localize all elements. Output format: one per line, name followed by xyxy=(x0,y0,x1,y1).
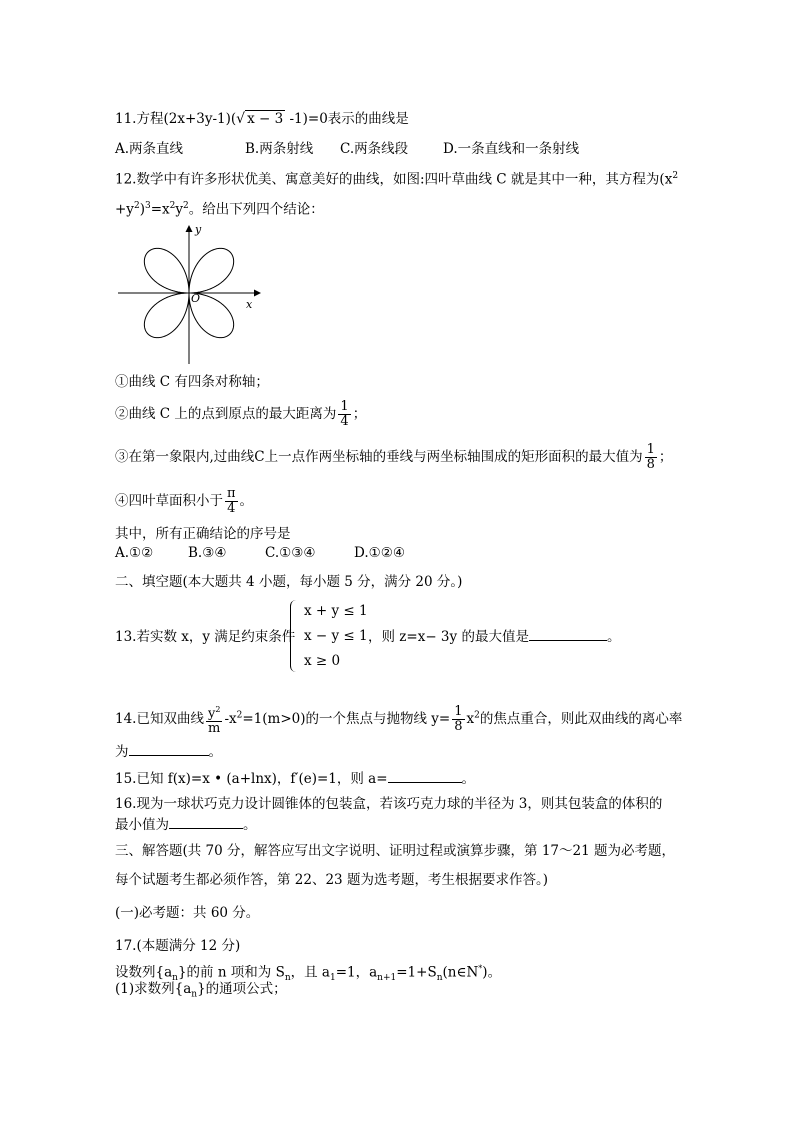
q17-d: =1，a xyxy=(335,964,378,981)
q11-option-b: B.两条射线 xyxy=(245,141,314,157)
q14-line2-text: 为 xyxy=(115,744,129,760)
q12-stem-line2 xyxy=(115,197,324,219)
answer-blank xyxy=(388,770,462,783)
q17-part1-sub: n xyxy=(191,989,198,1000)
section-3-line1: 三、解答题(共 70 分，解答应写出文字说明、证明过程或演算步骤，第 17～21 题为必考题， xyxy=(115,843,675,859)
q17-f: (n∈N xyxy=(442,964,479,981)
q13-constraint-2: x − y ≤ 1 xyxy=(304,628,368,644)
q17-part1-a: (1)求数列{a xyxy=(115,981,192,997)
q12-option-c: C.①③④ xyxy=(265,545,316,561)
q12-l2-a: +y xyxy=(115,201,134,218)
q12-c4-end: 。 xyxy=(239,493,254,509)
section-3-line2: 每个试题考生都必须作答，第 22、23 题为选考题，考生根据要求作答。) xyxy=(115,872,548,888)
q16-line2 xyxy=(115,816,257,834)
q13-stem-b-text: ，则 z=x− 3y 的最大值是 xyxy=(368,629,529,645)
q12-ask: 其中，所有正确结论的序号是 xyxy=(115,526,291,542)
q15-end: 。 xyxy=(461,771,476,787)
q17-part1-b: }的通项公式； xyxy=(197,981,287,997)
q12-option-a: A.①② xyxy=(115,545,154,561)
q12-c3-end: ； xyxy=(658,449,673,465)
q12-c2-text: ②曲线 C 上的点到原点的最大距离为 xyxy=(115,406,337,422)
q17-sub-e: n xyxy=(436,973,443,984)
fraction xyxy=(645,443,657,472)
frac-den: 8 xyxy=(454,719,463,735)
q11-stem xyxy=(115,110,409,128)
q11-option-a: A.两条直线 xyxy=(115,141,184,157)
q12-option-b: B.③④ xyxy=(188,545,227,561)
q12-conclusion-2 xyxy=(115,400,366,429)
frac-num: 1 xyxy=(646,442,655,457)
q14-end: 。 xyxy=(208,744,222,760)
q12-c3-text: ③在第一象限内,过曲线C上一点作两坐标轴的垂线与两坐标轴围成的矩形面积的最大值为 xyxy=(115,449,643,465)
q12-l2-sup-a: 2 xyxy=(133,201,140,211)
q17-part1 xyxy=(115,980,287,1004)
q16-line1: 16.现为一球状巧克力设计圆锥体的包装盒，若该巧克力球的半径为 3，则其包装盒的体积的 xyxy=(115,796,663,812)
sqrt-sign: √ xyxy=(236,111,246,127)
q11-stem-a: 11.方程(2x+3y-1)( xyxy=(115,111,237,127)
q12-l2-b: ) xyxy=(139,201,145,218)
y-axis-label: y xyxy=(195,223,202,236)
frac-num: 1 xyxy=(340,399,349,414)
q17-sub-a: n xyxy=(172,973,178,984)
q17-c: ，且 a xyxy=(290,964,330,981)
q17-sup: * xyxy=(478,964,483,973)
q11-option-d: D.一条直线和一条射线 xyxy=(443,141,580,157)
q12-options xyxy=(115,544,405,562)
q17-g: )。 xyxy=(482,964,502,981)
q12-l2-e: 。给出下列四个结论： xyxy=(188,201,324,218)
q14-stem xyxy=(115,703,682,736)
frac-den: 4 xyxy=(227,501,236,516)
q12-c2-end: ； xyxy=(352,406,367,422)
q12-l2-c: =x xyxy=(150,201,170,218)
origin-label: O xyxy=(191,292,201,305)
q17-b: }的前 n 项和为 S xyxy=(177,964,285,981)
answer-blank xyxy=(169,816,243,829)
frac-num-sup: 2 xyxy=(215,705,221,714)
four-leaf-clover-figure xyxy=(115,222,265,367)
frac-num-y: y xyxy=(207,706,216,722)
q17-sub-d: n+1 xyxy=(377,973,397,984)
q11-options xyxy=(115,140,579,158)
q12-stem-line1 xyxy=(115,167,678,189)
q14-stem-a: 14.已知双曲线 xyxy=(115,711,204,728)
frac-den: 8 xyxy=(646,457,655,472)
left-brace xyxy=(290,600,299,672)
q12-l2-sup-d: 2 xyxy=(183,201,189,211)
q12-conclusion-3 xyxy=(115,443,672,472)
answer-blank xyxy=(129,743,209,756)
q17-title: 17.(本题满分 12 分) xyxy=(115,938,241,954)
frac-num xyxy=(206,703,222,722)
q11-sqrt: x − 3 xyxy=(247,111,284,127)
q11-option-c: C.两条线段 xyxy=(340,141,409,157)
q14-stem-e: 的焦点重合，则此双曲线的离心率 xyxy=(479,711,683,728)
q14-stem-b: -x xyxy=(224,711,237,728)
part-1-heading: (一)必考题：共 60 分。 xyxy=(115,905,260,921)
frac-den: 4 xyxy=(340,414,349,429)
x-axis-label: x xyxy=(246,298,253,311)
q12-l2-sup-b: 3 xyxy=(144,201,151,211)
fraction xyxy=(225,487,238,516)
q14-sup-a: 2 xyxy=(236,710,243,721)
frac-den: m xyxy=(208,721,221,737)
q12-line1-text: 12.数学中有许多形状优美、寓意美好的曲线，如图:四叶草曲线 C 就是其中一种，其方程为(x xyxy=(115,171,673,188)
q12-sup: 2 xyxy=(672,171,679,181)
frac-num: π xyxy=(227,486,236,501)
answer-blank xyxy=(529,628,607,641)
q14-line2 xyxy=(115,743,222,761)
q14-stem-d: x xyxy=(466,711,475,728)
q14-sup-b: 2 xyxy=(474,710,480,721)
q12-l2-sup-c: 2 xyxy=(169,201,176,211)
q13-constraint-1: x + y ≤ 1 xyxy=(304,603,368,619)
q12-c4-text: ④四叶草面积小于 xyxy=(115,493,223,509)
q13-end: 。 xyxy=(606,629,621,645)
q13-stem-b xyxy=(368,628,620,646)
q16-line2-text: 最小值为 xyxy=(115,817,169,833)
fraction xyxy=(452,705,464,734)
fraction xyxy=(338,400,350,429)
frac-num: 1 xyxy=(454,704,463,720)
q12-conclusion-1: ①曲线 C 有四条对称轴； xyxy=(115,374,269,390)
q16-end: 。 xyxy=(243,817,257,833)
q13-constraint-3: x ≥ 0 xyxy=(304,653,341,669)
q13-stem-a: 13.若实数 x，y 满足约束条件 xyxy=(115,629,296,645)
q15-stem-text: 15.已知 f(x)=x • (a+lnx)，f′(e)=1，则 a= xyxy=(115,771,388,787)
q12-option-d: D.①②④ xyxy=(354,545,405,561)
q12-l2-d: y xyxy=(175,201,184,218)
q17-e: =1+S xyxy=(396,964,437,981)
fraction xyxy=(206,703,222,736)
q14-stem-c: =1(m>0)的一个焦点与抛物线 y= xyxy=(242,711,451,728)
q17-sub-b: n xyxy=(284,973,291,984)
section-2-heading: 二、填空题(本大题共 4 小题，每小题 5 分，满分 20 分。) xyxy=(115,574,463,590)
q11-stem-b: -1)=0表示的曲线是 xyxy=(285,111,409,127)
q17-sub-c: 1 xyxy=(329,973,336,984)
q12-conclusion-4 xyxy=(115,487,253,516)
q17-a: 设数列{a xyxy=(115,964,173,981)
q15-stem xyxy=(115,770,475,788)
